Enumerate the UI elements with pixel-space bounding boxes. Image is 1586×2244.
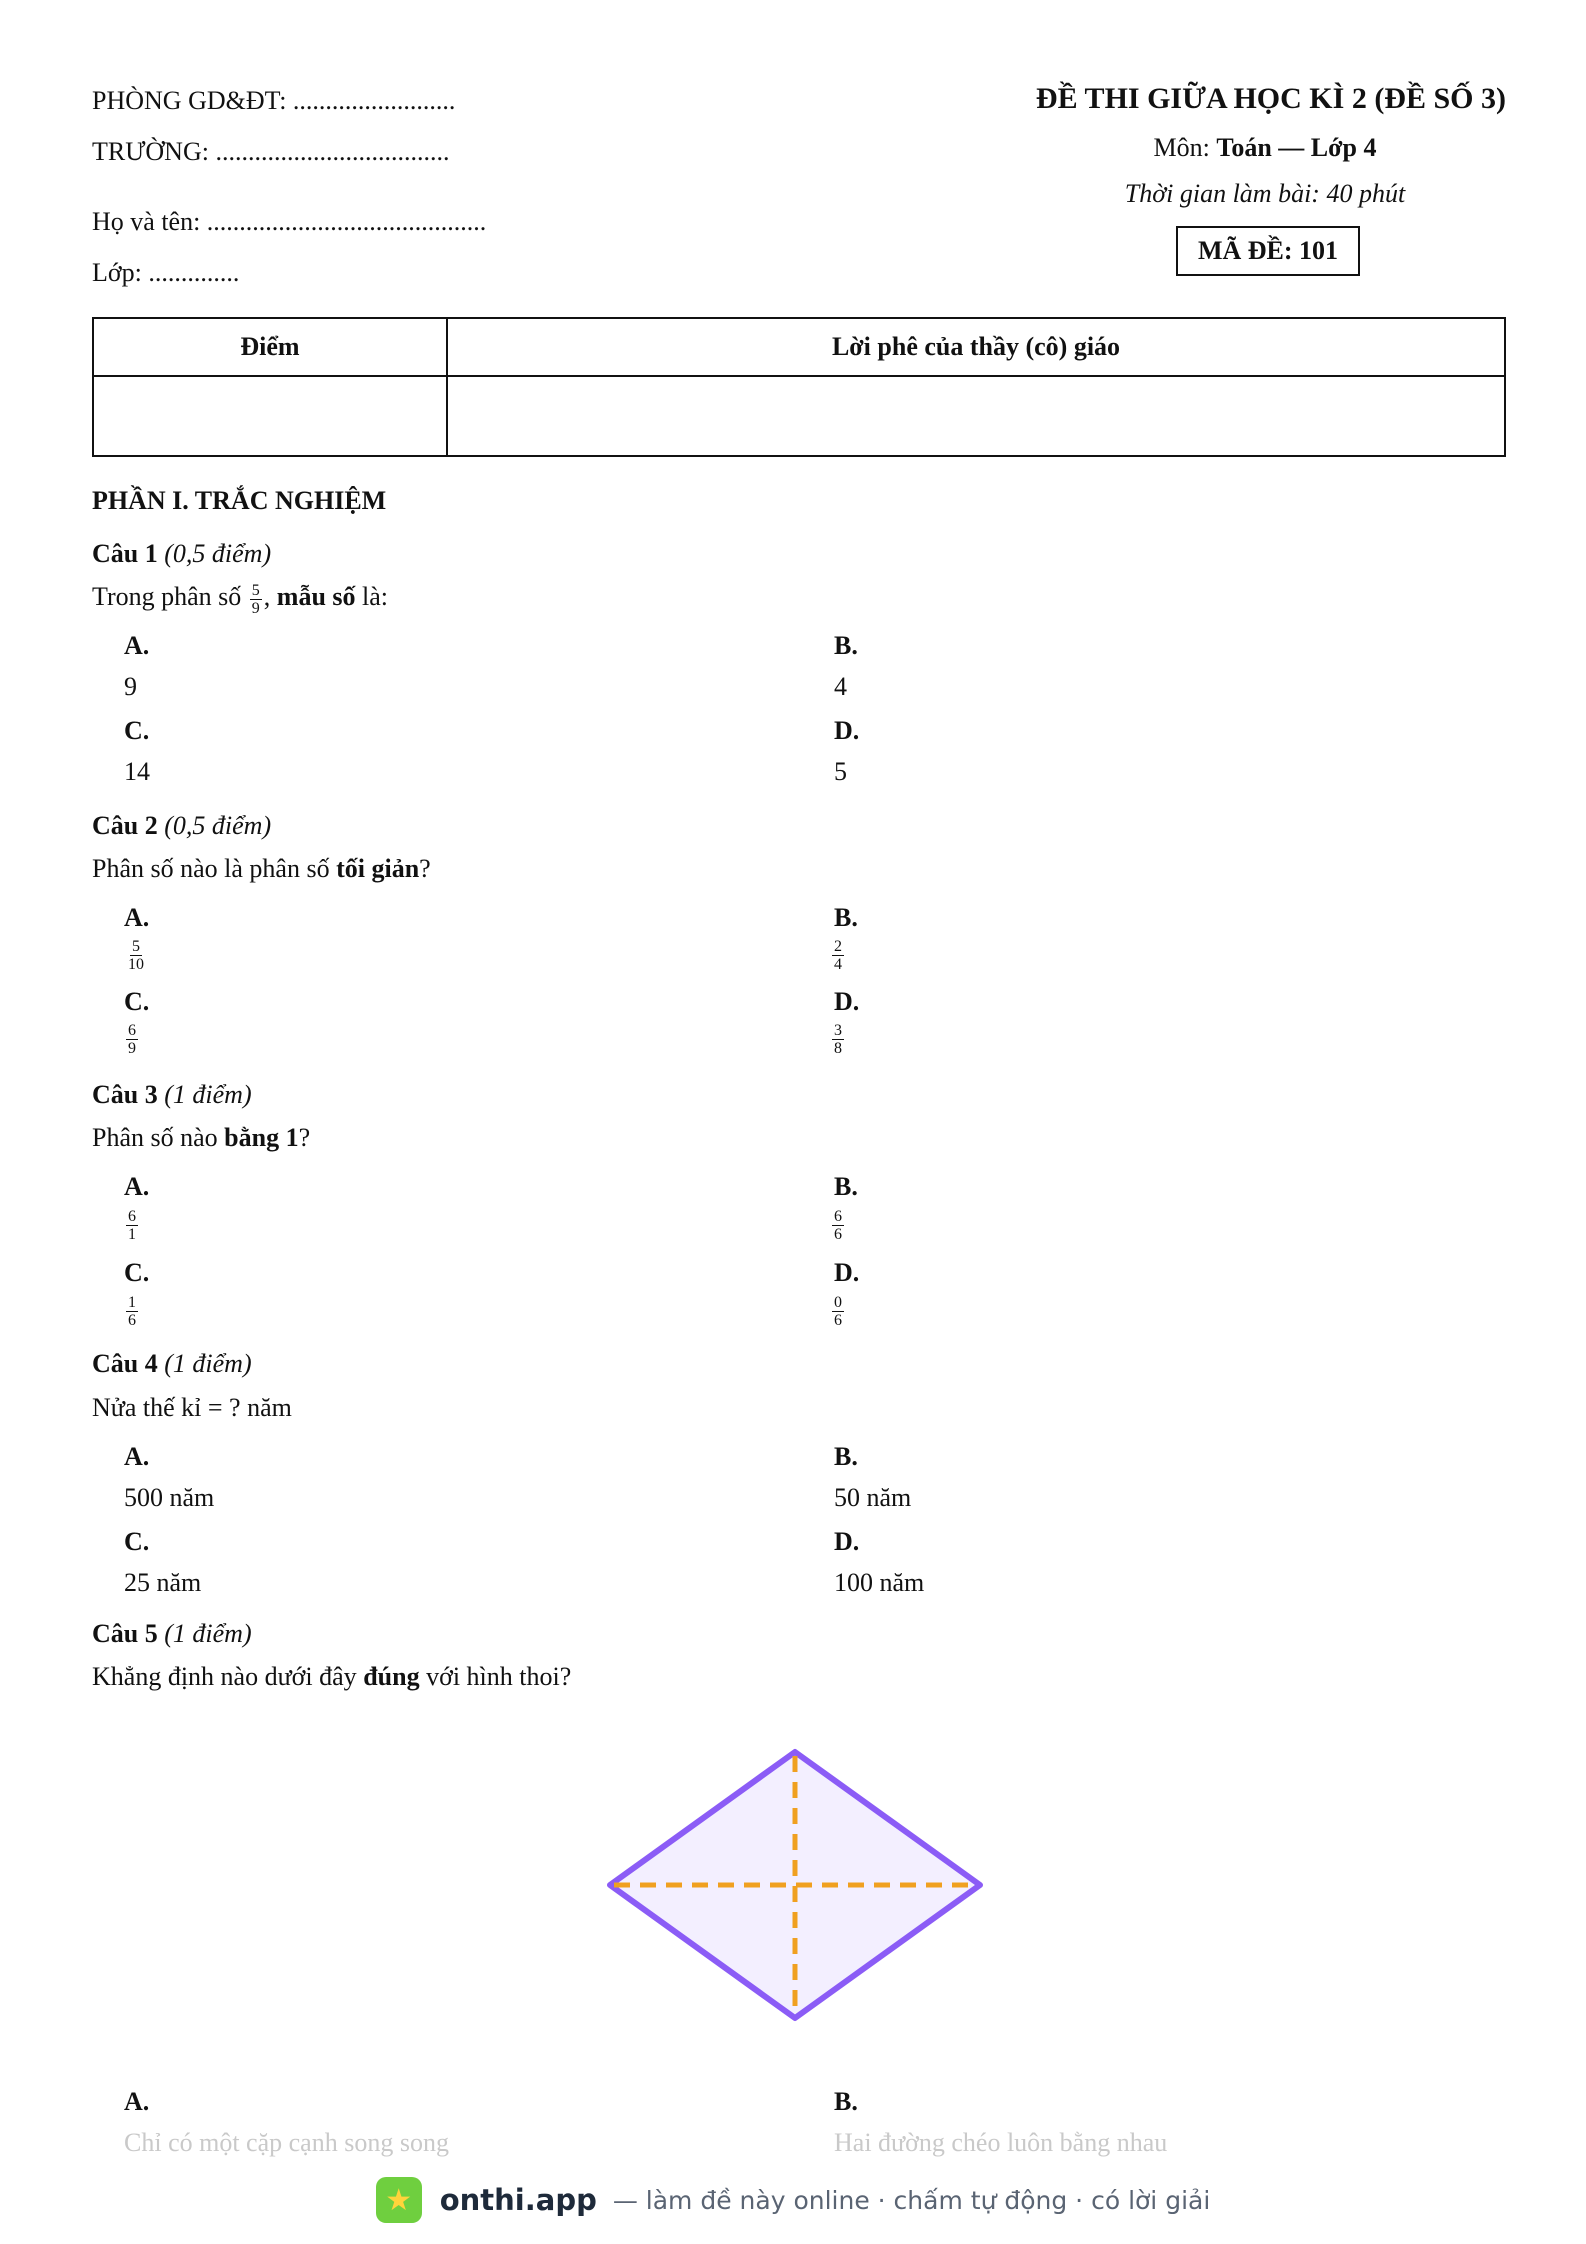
option-value[interactable]: 4 (834, 672, 847, 701)
question-text: , (263, 582, 277, 611)
fraction-numerator: 6 (128, 1022, 136, 1039)
option-letter[interactable]: D. (834, 987, 860, 1016)
option-letter[interactable]: D. (834, 1258, 860, 1287)
option-letter[interactable]: D. (834, 1527, 860, 1556)
option-letter[interactable]: B. (834, 2087, 858, 2116)
fraction-numerator: 0 (834, 1294, 842, 1311)
option-fraction[interactable] (124, 938, 148, 973)
question-2-text (92, 852, 431, 886)
question-4-heading (92, 1347, 252, 1381)
option-fraction[interactable] (124, 1208, 140, 1243)
option-fraction[interactable] (830, 938, 846, 973)
fraction-denominator: 8 (834, 1040, 842, 1057)
option-fraction[interactable] (124, 1294, 140, 1329)
option-value[interactable]: Chỉ có một cặp cạnh song song (124, 2128, 449, 2157)
question-text-bold: bằng 1 (224, 1123, 299, 1152)
fraction-denominator: 6 (834, 1312, 842, 1329)
question-points: (0,5 điểm) (164, 539, 272, 568)
question-text-bold: đúng (363, 1662, 420, 1691)
duration-line: Thời gian làm bài: 40 phút (1124, 179, 1406, 208)
question-text: ? (298, 1123, 311, 1152)
option-letter[interactable]: B. (834, 1442, 858, 1471)
question-label: Câu 4 (92, 1349, 158, 1378)
question-text: với hình thoi? (419, 1662, 572, 1691)
score-header: Điểm (93, 318, 447, 376)
fraction-numerator: 6 (128, 1208, 136, 1225)
option-value[interactable]: 25 năm (124, 1568, 202, 1597)
question-points: (0,5 điểm) (164, 811, 272, 840)
footer-tagline: — làm đề này online · chấm tự động · có lời giải (612, 2185, 1211, 2215)
option-value[interactable]: Hai đường chéo luôn bằng nhau (834, 2128, 1168, 2157)
question-points: (1 điểm) (164, 1619, 252, 1648)
option-letter[interactable]: B. (834, 631, 858, 660)
option-value[interactable]: 100 năm (834, 1568, 925, 1597)
question-4-text: Nửa thế kỉ = ? năm (92, 1393, 292, 1422)
option-fraction[interactable] (124, 1022, 140, 1057)
option-letter[interactable]: A. (124, 903, 150, 932)
question-3-heading (92, 1078, 252, 1112)
question-1-heading (92, 537, 271, 571)
option-fraction[interactable] (830, 1208, 846, 1243)
option-letter[interactable]: A. (124, 2087, 150, 2116)
option-letter[interactable]: B. (834, 1172, 858, 1201)
section-title: PHẦN I. TRẮC NGHIỆM (92, 486, 387, 515)
comment-header: Lời phê của thầy (cô) giáo (447, 318, 1505, 376)
question-label: Câu 2 (92, 811, 158, 840)
question-3-text (92, 1121, 310, 1155)
fraction-numerator: 1 (128, 1294, 136, 1311)
comment-cell[interactable] (447, 376, 1505, 456)
brand-name[interactable]: onthi.app (439, 2183, 597, 2217)
question-label: Câu 5 (92, 1619, 158, 1648)
option-fraction[interactable] (830, 1294, 846, 1329)
fraction-denominator: 9 (251, 599, 260, 617)
question-text: là: (355, 582, 389, 611)
option-value[interactable]: 5 (834, 757, 847, 786)
subject-prefix: Môn: (1153, 133, 1217, 162)
fraction-numerator: 3 (834, 1022, 842, 1039)
question-text: ? (419, 854, 431, 883)
rhombus-figure (600, 1740, 990, 2030)
department-line: PHÒNG GD&ĐT: ......................... (92, 86, 456, 115)
question-1-text (92, 580, 388, 617)
question-text-bold: tối giản (336, 854, 420, 883)
question-label: Câu 3 (92, 1080, 158, 1109)
question-text: Trong phân số (92, 582, 242, 611)
option-value[interactable]: 50 năm (834, 1483, 912, 1512)
option-letter[interactable]: C. (124, 1527, 150, 1556)
option-letter[interactable]: A. (124, 1442, 150, 1471)
fraction-numerator: 5 (132, 938, 140, 955)
question-5-heading (92, 1617, 252, 1651)
question-text: Phân số nào (92, 1123, 225, 1152)
class-line: Lớp: .............. (92, 258, 240, 287)
student-name-line: Họ và tên: ........................................... (92, 207, 487, 236)
exam-code-box: MÃ ĐỀ: 101 (1176, 226, 1360, 276)
fraction-denominator: 9 (128, 1040, 136, 1057)
exam-title: ĐỀ THI GIỮA HỌC KÌ 2 (ĐỀ SỐ 3) (1035, 82, 1506, 115)
fraction (250, 582, 262, 617)
option-value[interactable]: 500 năm (124, 1483, 215, 1512)
fraction-denominator: 1 (128, 1226, 136, 1243)
fraction-denominator: 6 (834, 1226, 842, 1243)
fraction-denominator: 10 (128, 956, 144, 973)
question-points: (1 điểm) (164, 1080, 252, 1109)
option-fraction[interactable] (830, 1022, 846, 1057)
option-letter[interactable]: B. (834, 903, 858, 932)
school-line: TRƯỜNG: .................................... (92, 137, 450, 166)
question-label: Câu 1 (92, 539, 158, 568)
option-letter[interactable]: A. (124, 631, 150, 660)
option-letter[interactable]: C. (124, 716, 150, 745)
fraction-denominator: 6 (128, 1312, 136, 1329)
score-cell[interactable] (93, 376, 447, 456)
subject-line (1015, 131, 1515, 165)
score-table (92, 317, 1506, 457)
fraction-numerator: 6 (834, 1208, 842, 1225)
option-letter[interactable]: A. (124, 1172, 150, 1201)
star-icon: ★ (376, 2177, 422, 2223)
question-text-bold: mẫu số (276, 582, 356, 611)
question-points: (1 điểm) (164, 1349, 252, 1378)
option-letter[interactable]: C. (124, 987, 150, 1016)
fraction-numerator: 2 (834, 938, 842, 955)
fraction-denominator: 4 (834, 956, 842, 973)
fraction-numerator: 5 (251, 581, 260, 599)
footer-banner[interactable] (0, 2170, 1586, 2230)
option-letter[interactable]: C. (124, 1258, 150, 1287)
question-2-heading (92, 809, 271, 843)
option-value[interactable]: 9 (124, 672, 137, 701)
question-text: Khẳng định nào dưới đây (92, 1662, 364, 1691)
question-5-text (92, 1660, 571, 1694)
question-text: Phân số nào là phân số (92, 854, 337, 883)
subject-value: Toán — Lớp 4 (1216, 133, 1377, 162)
option-letter[interactable]: D. (834, 716, 860, 745)
option-value[interactable]: 14 (124, 757, 150, 786)
